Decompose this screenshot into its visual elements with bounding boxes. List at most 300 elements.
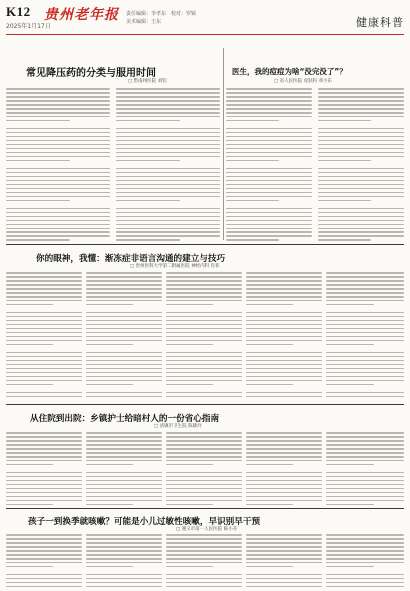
body-text-line [326,492,404,494]
body-text-line [246,292,322,294]
body-text-line [246,578,322,580]
body-text-line [86,460,162,462]
body-text-line [326,472,404,474]
body-text-line [318,220,404,222]
body-text-line [226,156,312,158]
body-text-line [226,172,312,174]
body-text-line [246,344,293,346]
body-text-line [166,324,242,326]
body-text-line [116,184,220,186]
body-text-line [246,380,322,382]
body-text-line [318,208,404,210]
body-text-line [6,534,82,536]
article-als-communication [6,248,404,402]
body-text-line [6,304,53,306]
body-text-line [318,168,404,170]
body-text-line [86,554,162,556]
body-text-line [318,140,404,142]
body-text-line [166,312,242,314]
body-text-line [226,200,279,202]
article-body-column [326,534,404,588]
body-text-line [226,212,312,214]
body-text-line [86,558,162,560]
body-text-line [116,100,220,102]
body-text-line [6,280,82,282]
body-text-line [116,88,220,90]
body-text-line [318,120,371,122]
body-text-line [246,546,322,548]
body-text-line [6,476,82,478]
body-text-line [166,538,242,540]
body-text-line [246,550,322,552]
body-text-line [326,554,404,556]
body-text-line [166,496,242,498]
paragraph-gap [246,388,322,392]
body-text-line [6,562,82,564]
body-text-line [318,96,404,98]
body-text-line [326,332,404,334]
body-text-line [86,480,162,482]
body-text-line [246,276,322,278]
body-text-line [86,504,133,506]
body-text-line [116,140,220,142]
article-body-column [166,272,242,400]
body-text-line [116,200,180,202]
body-text-line [116,120,180,122]
body-text-line [6,92,110,94]
body-text-line [226,128,312,130]
body-text-line [6,456,82,458]
body-text-line [6,272,82,274]
article-body-column [86,432,162,506]
body-text-line [86,562,162,564]
body-text-line [116,116,220,118]
body-text-line [246,534,322,536]
article-byline: □ 省人民医院 皮肤科 邓小东 [274,79,333,84]
body-text-line [246,492,322,494]
body-text-line [166,304,213,306]
body-text-line [326,476,404,478]
body-text-line [116,188,220,190]
body-text-line [6,188,110,190]
body-text-line [166,296,242,298]
body-text-line [246,332,322,334]
body-text-line [326,344,374,346]
article-body-column [326,272,404,400]
body-text-line [86,542,162,544]
body-text-line [318,100,404,102]
body-text-line [116,231,220,233]
body-text-line [326,504,374,506]
body-text-line [166,340,242,342]
body-text-line [326,432,404,434]
body-text-line [6,344,53,346]
body-text-line [246,496,322,498]
body-text-line [6,116,110,118]
body-text-line [166,276,242,278]
body-text-line [86,456,162,458]
body-text-line [318,216,404,218]
body-text-line [116,104,220,106]
body-text-line [318,192,404,194]
body-text-line [246,392,322,394]
body-text-line [166,284,242,286]
body-text-line [6,582,82,584]
body-text-line [6,452,82,454]
body-text-line [86,448,162,450]
body-text-line [6,460,82,462]
body-text-line [326,384,374,386]
body-text-line [246,384,293,386]
body-text-line [166,578,242,580]
body-text-line [86,380,162,382]
body-text-line [246,448,322,450]
body-text-line [6,484,82,486]
body-text-line [246,558,322,560]
body-text-line [246,586,322,588]
body-text-line [226,148,312,150]
body-text-line [318,152,404,154]
body-text-line [166,546,242,548]
body-text-line [226,88,312,90]
body-text-line [326,288,404,290]
body-text-line [86,332,162,334]
body-text-line [246,444,322,446]
body-text-line [318,128,404,130]
body-text-line [246,324,322,326]
body-text-line [226,231,312,233]
body-text-line [6,546,82,548]
editor-credit: 责任编辑：李孝东 校对：罗辑 [126,11,197,17]
body-text-line [86,376,162,378]
body-text-line [326,324,404,326]
body-text-line [86,488,162,490]
body-text-line [6,380,82,382]
article-body-column [246,432,322,506]
body-text-line [6,100,110,102]
body-text-line [166,456,242,458]
body-text-line [6,152,110,154]
article-body-column [226,88,312,242]
body-text-line [246,582,322,584]
body-text-line [226,96,312,98]
body-text-line [86,574,162,576]
body-text-line [6,192,110,194]
body-text-line [326,376,404,378]
body-text-line [116,160,180,162]
body-text-line [6,496,82,498]
body-text-line [166,476,242,478]
body-text-line [6,480,82,482]
body-text-line [6,239,70,241]
body-text-line [326,284,404,286]
body-text-line [6,235,110,237]
body-text-line [246,464,293,466]
body-text-line [246,336,322,338]
body-text-line [6,376,82,378]
body-text-line [246,304,293,306]
body-text-line [326,300,404,302]
body-text-line [318,188,404,190]
body-text-line [6,320,82,322]
body-text-line [166,472,242,474]
body-text-line [166,460,242,462]
body-text-line [326,578,404,580]
body-text-line [6,360,82,362]
body-text-line [166,488,242,490]
body-text-line [226,116,312,118]
body-text-line [246,452,322,454]
body-text-line [6,396,82,398]
body-text-line [166,392,242,394]
body-text-line [166,300,242,302]
body-text-line [86,328,162,330]
body-text-line [6,538,82,540]
article-child-allergic-cough [6,512,404,588]
body-text-line [166,534,242,536]
body-text-line [226,168,312,170]
paragraph-gap [6,204,110,208]
body-text-line [86,352,162,354]
body-text-line [326,546,404,548]
body-text-line [86,364,162,366]
body-text-line [86,300,162,302]
body-text-line [86,304,133,306]
body-text-line [6,336,82,338]
body-text-line [6,488,82,490]
body-text-line [116,156,220,158]
body-text-line [246,460,322,462]
body-text-line [116,172,220,174]
body-text-line [6,231,110,233]
body-text-line [326,372,404,374]
body-text-line [166,562,242,564]
body-text-line [6,332,82,334]
body-text-line [86,534,162,536]
body-text-line [6,574,82,576]
body-text-line [246,376,322,378]
body-text-line [166,360,242,362]
body-text-line [226,136,312,138]
body-text-line [116,152,220,154]
body-text-line [6,120,70,122]
body-text-line [226,216,312,218]
body-text-line [86,344,133,346]
body-text-line [318,104,404,106]
body-text-line [6,356,82,358]
body-text-line [6,148,110,150]
body-text-line [226,120,279,122]
paragraph-gap [226,204,312,208]
body-text-line [6,292,82,294]
body-text-line [6,220,110,222]
body-text-line [246,432,322,434]
body-text-line [86,546,162,548]
body-text-line [6,368,82,370]
body-text-line [166,328,242,330]
body-text-line [318,239,371,241]
body-text-line [166,344,213,346]
article-body-column [166,432,242,506]
body-text-line [86,312,162,314]
body-text-line [226,108,312,110]
body-text-line [116,144,220,146]
body-text-line [6,578,82,580]
body-text-line [86,336,162,338]
body-text-line [326,380,404,382]
body-text-line [6,88,110,90]
designer-credit: 美术编辑：王东 [126,19,162,25]
paragraph-gap [318,204,404,208]
section-divider [6,508,404,509]
body-text-line [6,112,110,114]
body-text-line [86,578,162,580]
body-text-line [116,228,220,230]
body-text-line [6,180,110,182]
body-text-line [326,452,404,454]
body-text-line [318,112,404,114]
body-text-line [6,392,82,394]
body-text-line [166,396,242,398]
body-text-line [226,208,312,210]
body-text-line [326,320,404,322]
body-text-line [226,235,312,237]
body-text-line [318,172,404,174]
body-text-line [246,300,322,302]
body-text-line [6,140,110,142]
body-text-line [166,384,213,386]
body-text-line [6,108,110,110]
body-text-line [166,550,242,552]
body-text-line [246,566,293,568]
body-text-line [116,235,220,237]
page-number: K12 [6,4,31,19]
body-text-line [246,538,322,540]
body-text-line [86,500,162,502]
body-text-line [86,472,162,474]
body-text-line [166,356,242,358]
body-text-line [166,288,242,290]
body-text-line [326,562,404,564]
body-text-line [326,392,404,394]
body-text-line [166,558,242,560]
body-text-line [6,96,110,98]
body-text-line [226,160,279,162]
body-text-line [318,144,404,146]
body-text-line [246,440,322,442]
body-text-line [6,172,110,174]
body-text-line [226,144,312,146]
body-text-line [166,432,242,434]
body-text-line [326,480,404,482]
body-text-line [6,448,82,450]
issue-date: 2025年1月17日 [6,23,51,30]
body-text-line [6,300,82,302]
body-text-line [326,534,404,536]
body-text-line [116,148,220,150]
body-text-line [246,284,322,286]
body-text-line [326,272,404,274]
body-text-line [116,176,220,178]
body-text-line [6,432,82,434]
body-text-line [116,220,220,222]
body-text-line [86,292,162,294]
body-text-line [6,212,110,214]
body-text-line [166,336,242,338]
body-text-line [246,296,322,298]
body-text-line [246,352,322,354]
body-text-line [166,484,242,486]
body-text-line [166,444,242,446]
body-text-line [166,448,242,450]
body-text-line [226,228,312,230]
body-text-line [326,574,404,576]
body-text-line [6,586,82,588]
body-text-line [116,136,220,138]
body-text-line [116,180,220,182]
body-text-line [318,108,404,110]
article-headline: 你的眼神，我懂：渐冻症非语言沟通的建立与技巧 [36,254,226,264]
body-text-line [6,340,82,342]
paragraph-gap [166,388,242,392]
body-text-line [318,200,371,202]
body-text-line [246,472,322,474]
article-byline: □ 清镇市卫生院 陈晓玲 [154,424,202,429]
body-text-line [116,224,220,226]
article-byline: □ 黔南州医院 刘钧 [128,79,167,84]
body-text-line [6,316,82,318]
body-text-line [326,364,404,366]
body-text-line [246,476,322,478]
article-headline: 从住院到出院：乡镇护士给暗村人的一份省心指南 [30,414,220,424]
body-text-line [116,208,220,210]
article-body-column [246,272,322,400]
body-text-line [166,566,213,568]
body-text-line [86,288,162,290]
body-text-line [226,132,312,134]
article-body-column [86,534,162,588]
body-text-line [226,224,312,226]
body-text-line [326,360,404,362]
article-blood-pressure [6,46,222,242]
body-text-line [246,328,322,330]
body-text-line [6,104,110,106]
body-text-line [6,296,82,298]
body-text-line [86,444,162,446]
body-text-line [166,372,242,374]
body-text-line [6,312,82,314]
body-text-line [166,464,213,466]
article-acne [226,46,404,242]
body-text-line [6,554,82,556]
body-text-line [86,566,133,568]
body-text-line [6,216,110,218]
body-text-line [6,542,82,544]
body-text-line [226,239,279,241]
body-text-line [166,352,242,354]
article-body-column [86,272,162,400]
body-text-line [116,168,220,170]
body-text-line [326,538,404,540]
body-text-line [246,340,322,342]
body-text-line [6,136,110,138]
body-text-line [6,440,82,442]
article-byline: □ 贵州医科大学第二附属医院 神经内科 肖菲 [130,264,220,269]
body-text-line [86,464,133,466]
article-body-column [116,88,220,242]
masthead [6,4,404,40]
body-text-line [326,496,404,498]
